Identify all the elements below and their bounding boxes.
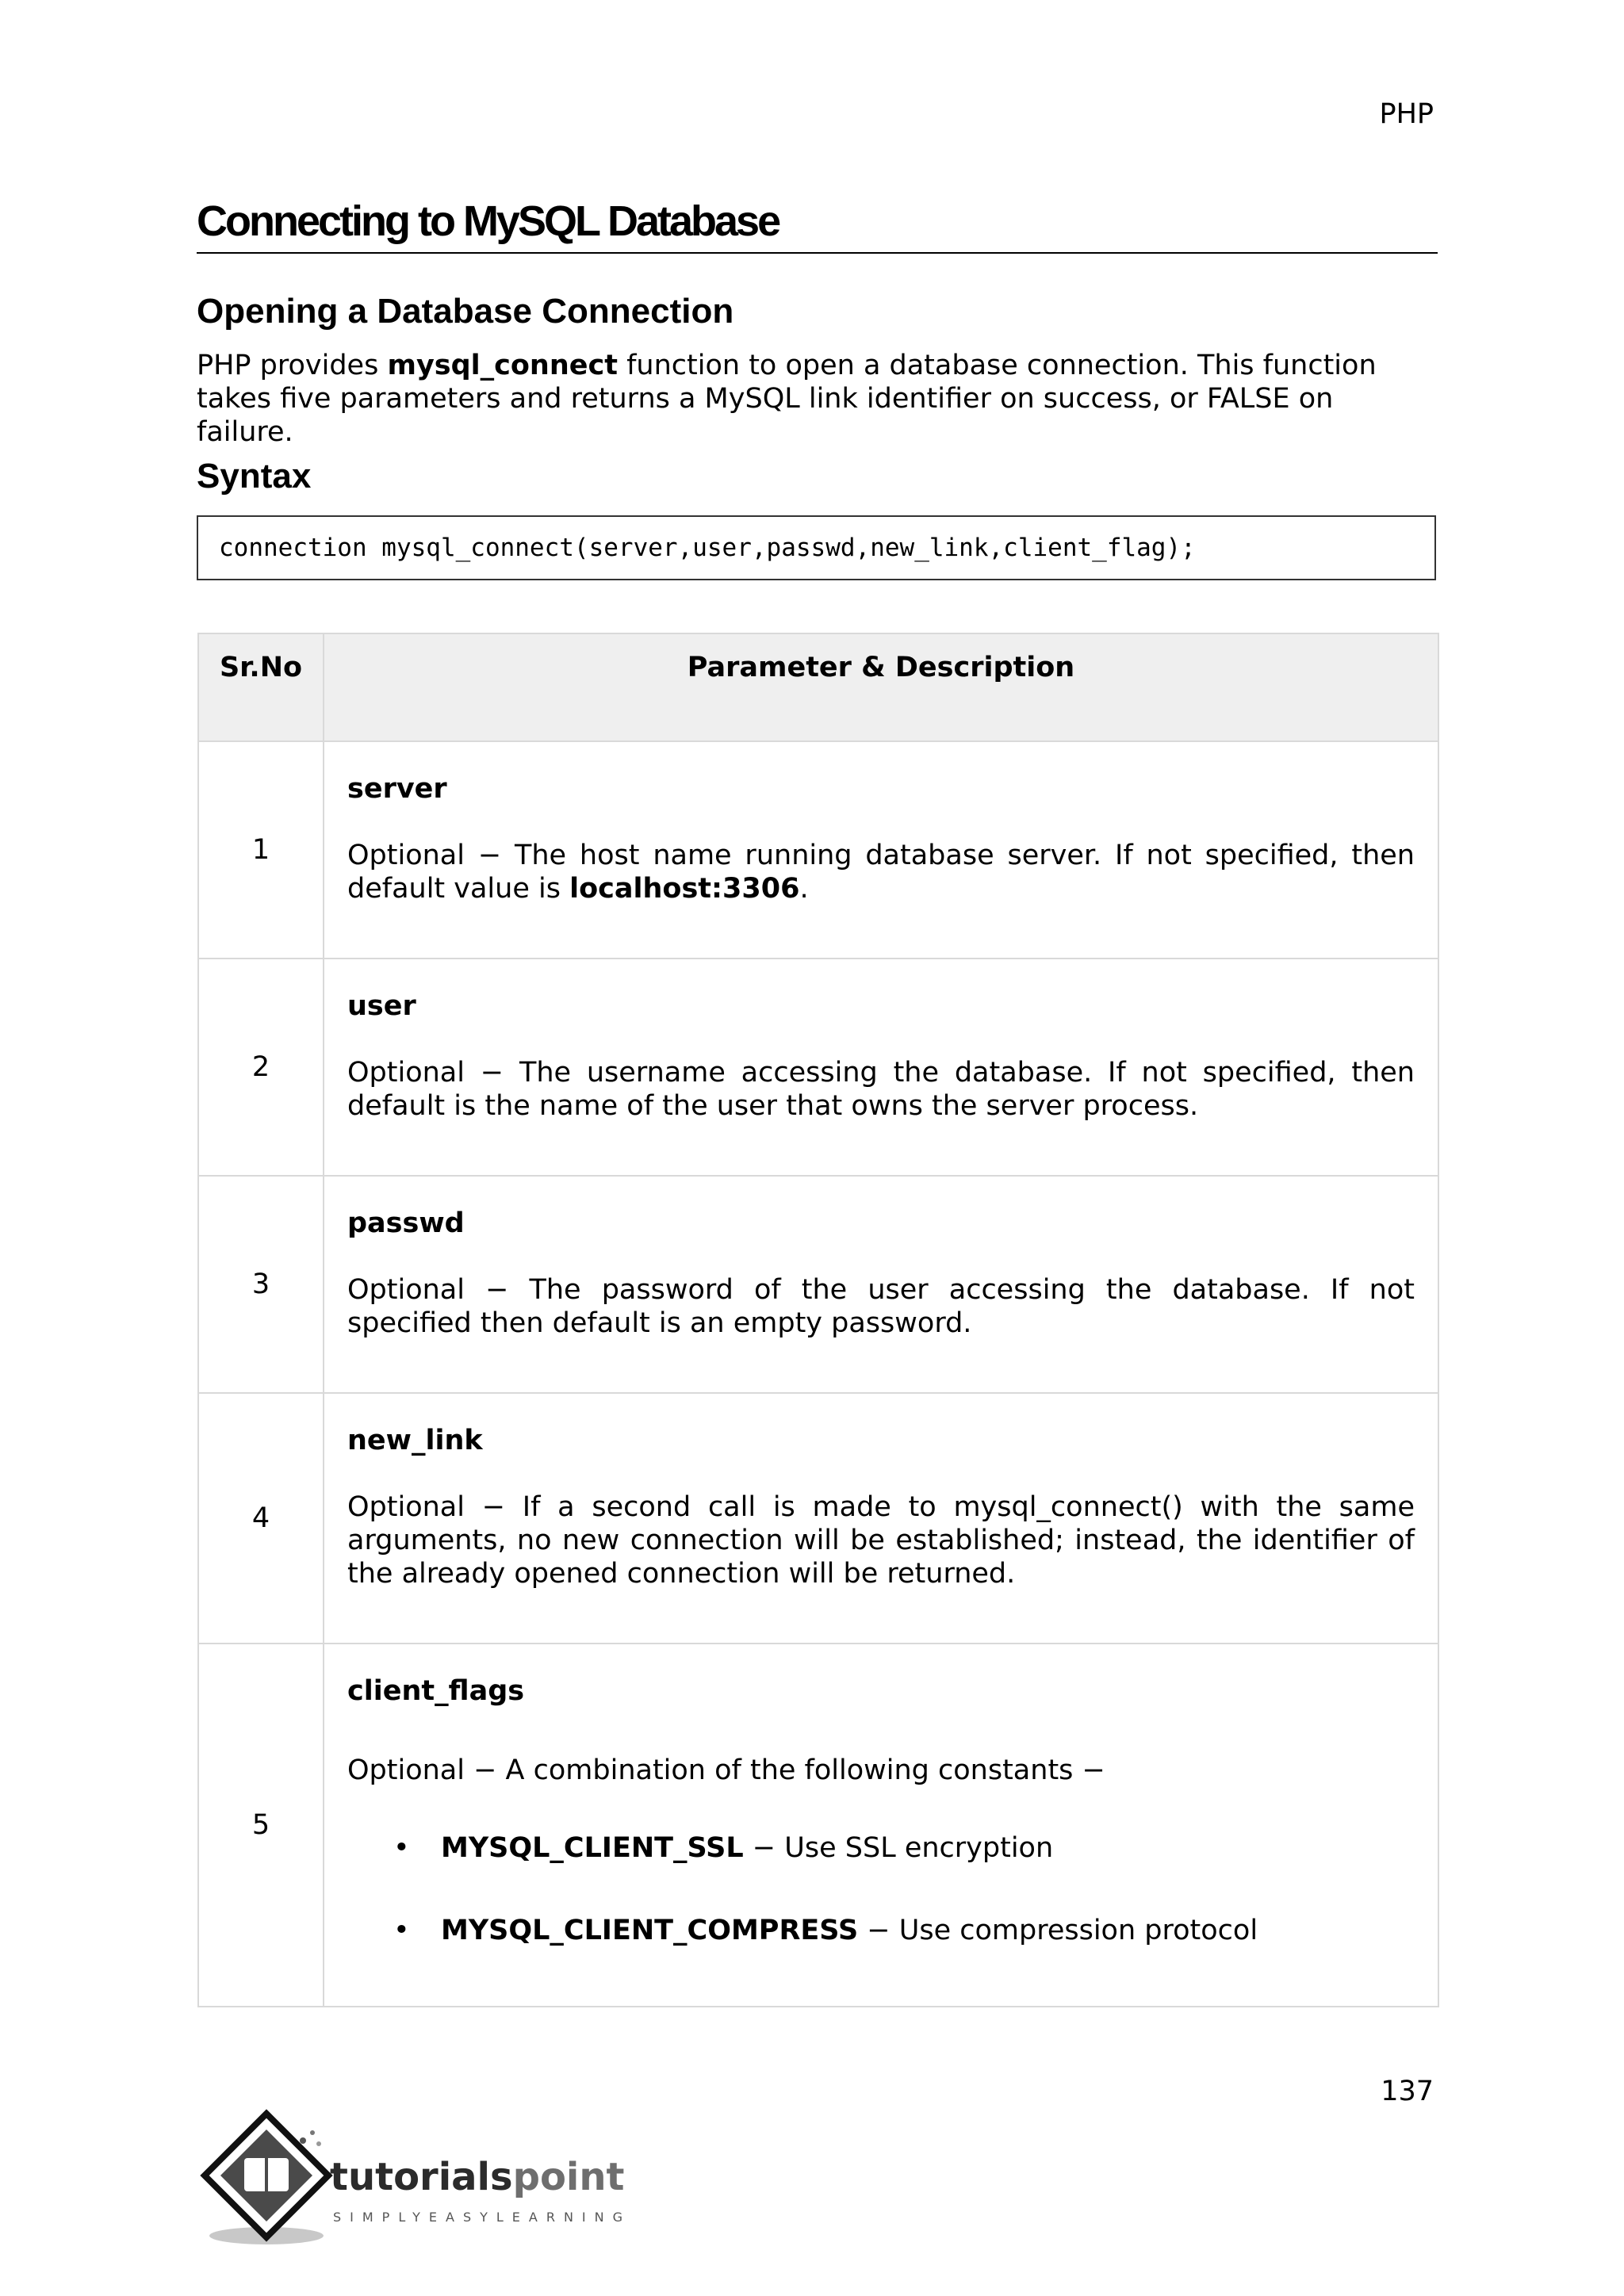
row-content [324, 1644, 1438, 2007]
header-parameter-description: Parameter & Description [324, 633, 1438, 741]
intro-text-1: PHP provides [197, 350, 388, 381]
list-item [393, 1914, 1415, 1947]
table-row [198, 1393, 1438, 1644]
row-content [324, 959, 1438, 1176]
row-number: 4 [198, 1393, 324, 1644]
logo-text-accent: point [512, 2155, 625, 2199]
chapter-heading [197, 195, 1438, 254]
syntax-code: connection mysql_connect(server,user,passwd,new_link,client_flag); [219, 534, 1196, 562]
param-name: passwd [347, 1207, 465, 1239]
section-title: Opening a Database Connection [197, 292, 734, 331]
row-number: 3 [198, 1176, 324, 1393]
row-number: 2 [198, 959, 324, 1176]
syntax-title: Syntax [197, 457, 312, 496]
chapter-title: Connecting to MySQL Database [197, 197, 779, 245]
row-content [324, 1393, 1438, 1644]
param-description: Optional − The username accessing the database. If not specified, then default is the name of the user that owns the server process. [347, 1057, 1415, 1122]
row-content [324, 741, 1438, 959]
constant-name: MYSQL_CLIENT_SSL [441, 1832, 744, 1864]
list-item [393, 1831, 1415, 1865]
param-description: Optional − If a second call is made to mysql_connect() with the same arguments, no new connection will be established; instead, the identifier of the already opened connection will be returned. [347, 1491, 1415, 1590]
table-row [198, 959, 1438, 1176]
param-description [347, 839, 1415, 905]
row-number: 5 [198, 1644, 324, 2007]
constant-description: − Use SSL encryption [743, 1832, 1054, 1864]
running-header: PHP [1379, 98, 1434, 130]
param-description: Optional − A combination of the following constants − [347, 1755, 1105, 1786]
tutorialspoint-logo-icon [197, 2109, 672, 2252]
row-content [324, 1176, 1438, 1393]
table-row [198, 1176, 1438, 1393]
param-name: server [347, 773, 447, 805]
parameter-table [197, 633, 1439, 2007]
param-name: new_link [347, 1425, 483, 1456]
bullet-icon: • [393, 1915, 410, 1946]
bullet-icon: • [393, 1832, 410, 1864]
constant-name: MYSQL_CLIENT_COMPRESS [441, 1915, 859, 1946]
intro-text-2: function to open a database connection. This function takes five parameters and returns a MySQL link identifier on success, or FALSE on failure. [197, 350, 1377, 448]
logo-tagline: SIMPLYEASYLEARNING [333, 2210, 632, 2225]
syntax-code-box [197, 515, 1436, 580]
table-row [198, 741, 1438, 959]
param-name: user [347, 990, 416, 1022]
param-desc-end: . [799, 873, 809, 905]
page-number: 137 [1381, 2076, 1434, 2107]
param-name: client_flags [347, 1675, 525, 1707]
constants-list [347, 1831, 1415, 1947]
param-desc-text: Optional − The host name running database server. If not specified, then default value is [347, 840, 1415, 905]
param-description: Optional − The password of the user accessing the database. If not specified then default is an empty password. [347, 1274, 1415, 1339]
intro-paragraph [197, 349, 1438, 449]
svg-text:tutorialspoint [330, 2155, 624, 2199]
row-number: 1 [198, 741, 324, 959]
param-default-value: localhost:3306 [569, 873, 800, 905]
table-header-row [198, 633, 1438, 741]
table-row [198, 1644, 1438, 2007]
intro-function-name: mysql_connect [387, 350, 618, 381]
constant-description: − Use compression protocol [858, 1915, 1258, 1946]
header-sr-no: Sr.No [198, 633, 324, 741]
logo-text-main: tutorials [330, 2155, 513, 2199]
